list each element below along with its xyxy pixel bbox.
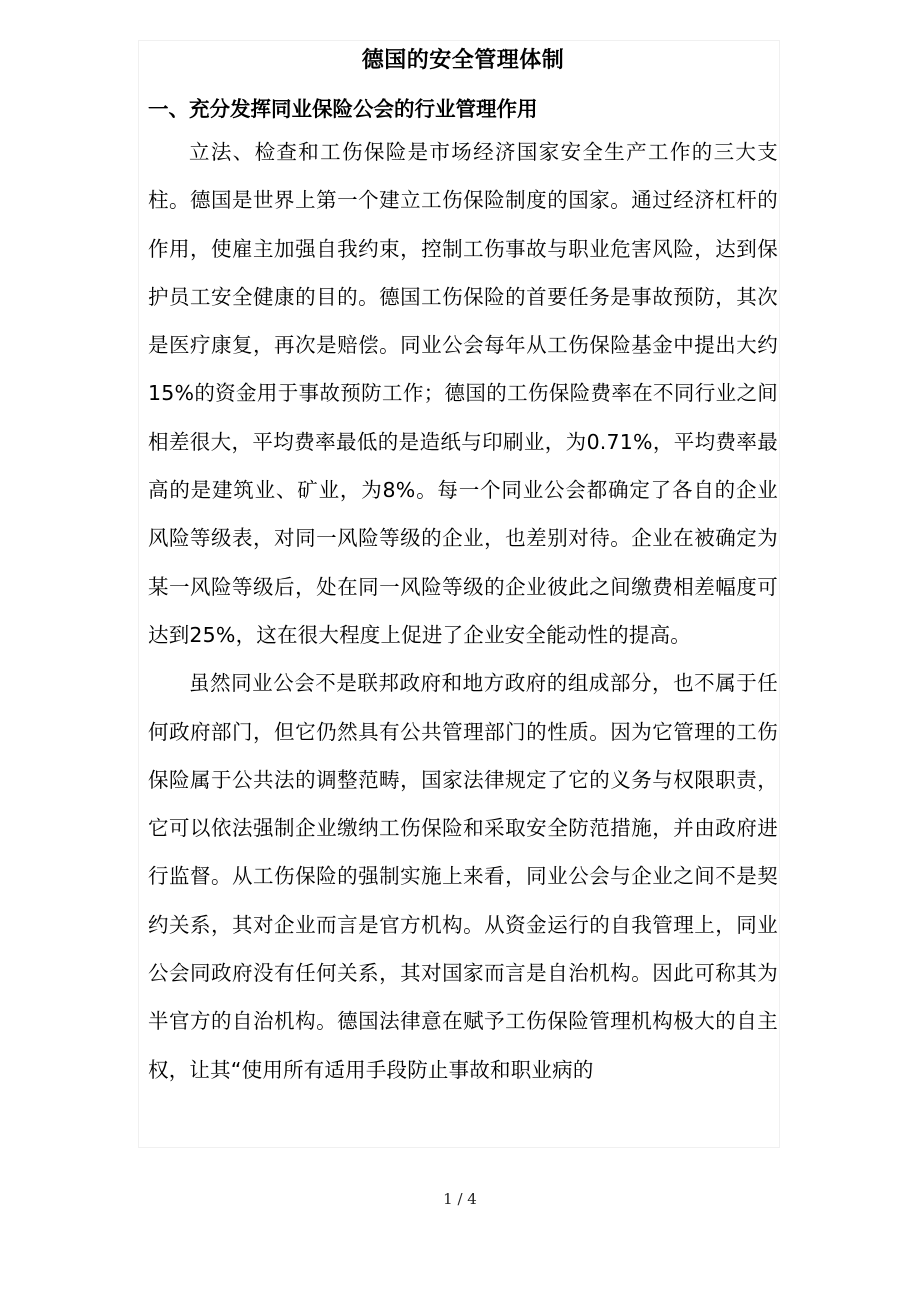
document-title: 德国的安全管理体制 [361, 48, 565, 73]
section-heading: 一、充分发挥同业保险公会的行业管理作用 [148, 97, 538, 121]
page-number: 1 / 4 [443, 1190, 477, 1208]
paragraph-1: 立法、检查和工伤保险是市场经济国家安全生产工作的三大支柱。德国是世界上第一个建立工伤保险制度的国家。通过经济杠杆的作用，使雇主加强自我约束，控制工伤事故与职业危害风险，达到保护员工安全健康的目的。德国工伤保险的首要任务是事故预防，其次是医疗康复，再次是赔偿。同业公会每年从工伤保险基金中提出大约15%的资金用于事故预防工作；德国的工伤保险费率在不同行业之间相差很大，平均费率最低的是造纸与印刷业，为0.71%，平均费率最高的是建筑业、矿业，为8%。每一个同业公会都确定了各自的企业风险等级表，对同一风险等级的企业，也差别对待。企业在被确定为某一风险等级后，处在同一风险等级的企业彼此之间缴费相差幅度可达到25%，这在很大程度上促进了企业安全能动性的提高。 [148, 140, 778, 647]
paragraph-2: 虽然同业公会不是联邦政府和地方政府的组成部分，也不属于任何政府部门，但它仍然具有公共管理部门的性质。因为它管理的工伤保险属于公共法的调整范畴，国家法律规定了它的义务与权限职责，它可以依法强制企业缴纳工伤保险和采取安全防范措施，并由政府进行监督。从工伤保险的强制实施上来看，同业公会与企业之间不是契约关系，其对企业而言是官方机构。从资金运行的自我管理上，同业公会同政府没有任何关系，其对国家而言是自治机构。因此可称其为半官方的自治机构。德国法律意在赋予工伤保险管理机构极大的自主权，让其“使用所有适用手段防止事故和职业病的 [148, 671, 778, 1082]
document-body [148, 40, 778, 1094]
